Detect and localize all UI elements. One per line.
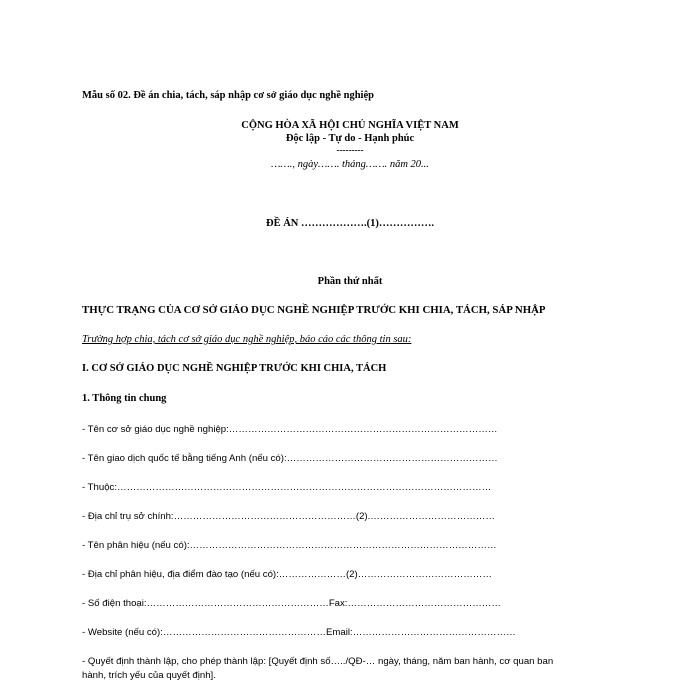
field-branch-name: - Tên phân hiệu (nếu có):…………………………………………………………………………………… bbox=[82, 540, 497, 551]
field-website-email: - Website (nếu có):……………………………………………Email:…………………………………………… bbox=[82, 627, 516, 638]
date-line: ……., ngày……. tháng……. năm 20... bbox=[271, 159, 429, 170]
nation-title: CỘNG HÒA XÃ HỘI CHỦ NGHĨA VIỆT NAM bbox=[241, 120, 459, 131]
field-branch-address: - Địa chỉ phân hiệu, địa điểm đào tạo (nếu có):…………………(2)…………………………………… bbox=[82, 569, 492, 580]
field-head-office-address: - Địa chỉ trụ sở chính:…………………………………………………(2).………………………………… bbox=[82, 511, 495, 522]
part-title: Phần thứ nhất bbox=[317, 276, 383, 287]
decision-line-2: hành, trích yếu của quyết định]. bbox=[82, 670, 216, 681]
section-heading: THỰC TRẠNG CỦA CƠ SỞ GIÁO DỤC NGHỀ NGHIỆP TRƯỚC KHI CHIA, TÁCH, SÁP NHẬP bbox=[82, 304, 546, 316]
instruction-text: Trường hợp chia, tách cơ sở giáo dục nghề nghiệp, báo cáo các thông tin sau: bbox=[82, 334, 412, 345]
item-heading: 1. Thông tin chung bbox=[82, 393, 167, 404]
project-title: ĐỀ ÁN ……………….(1)……………. bbox=[266, 218, 434, 229]
decision-line-1: - Quyết định thành lập, cho phép thành lập: [Quyết định số…../QĐ-… ngày, tháng, năm ban hành, cơ quan ban bbox=[82, 656, 554, 667]
field-phone-fax: - Số điện thoại:…………………………………………………Fax:………………………………………… bbox=[82, 598, 501, 609]
field-english-name: - Tên giao dịch quốc tế bằng tiếng Anh (nếu có):………………………………………………………… bbox=[82, 453, 498, 464]
motto: Độc lập - Tự do - Hạnh phúc bbox=[285, 133, 415, 144]
form-title: Mẫu số 02. Đề án chia, tách, sáp nhập cơ sở giáo dục nghề nghiệp bbox=[82, 90, 374, 101]
subsection-heading: I. CƠ SỞ GIÁO DỤC NGHỀ NGHIỆP TRƯỚC KHI CHIA, TÁCH bbox=[82, 363, 387, 374]
field-school-name: - Tên cơ sở giáo dục nghề nghiệp:………………………………………………………………………… bbox=[82, 424, 498, 435]
field-belongs-to: - Thuộc:……………………………………………………………………………………………………… bbox=[82, 482, 492, 493]
motto-separator: --------- bbox=[336, 145, 364, 155]
